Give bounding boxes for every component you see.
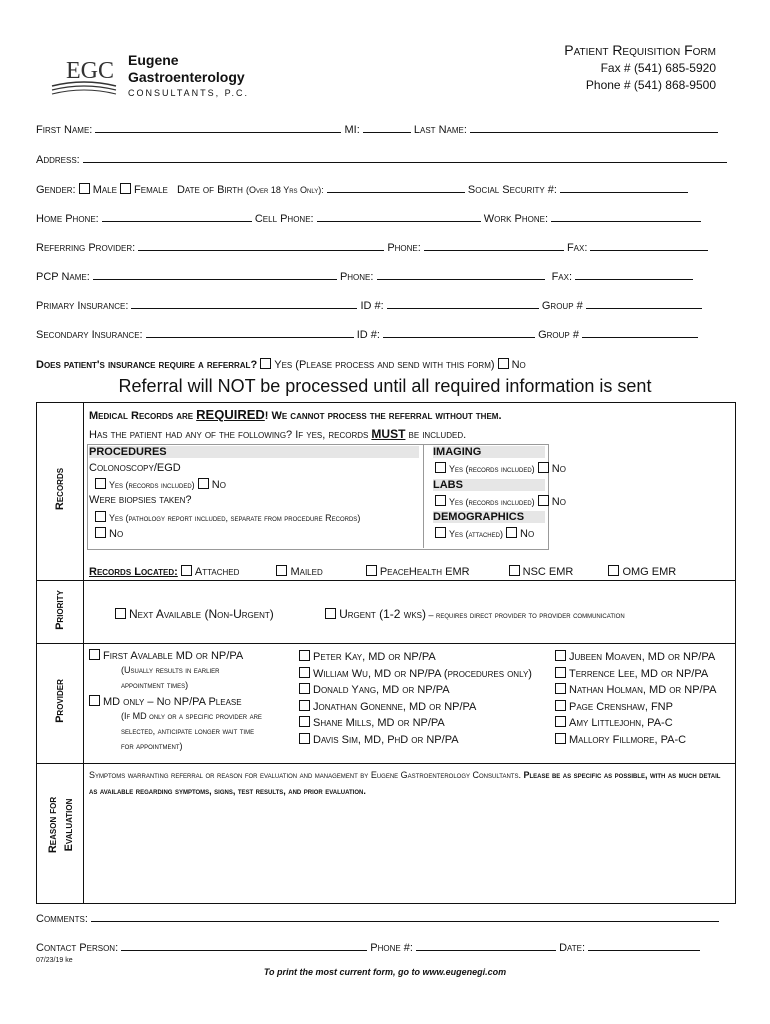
next-available-label: Next Available (Non-Urgent) [129,607,274,621]
pcp-phone-label: Phone: [339,271,374,283]
first-available-note-2: appointment times) [121,680,189,690]
records-line1b: REQUIRED [196,407,265,422]
primary-group-label: Group # [541,300,583,312]
omg-label: OMG EMR [622,566,677,578]
provider-name: Terrence Lee, MD or NP/PA [569,667,709,680]
records-required-line [89,407,502,422]
comments-field[interactable] [91,910,719,922]
provider-option [555,699,716,716]
female-label: Female [134,184,168,196]
records-line2b: MUST [371,427,406,441]
warning-heading: Referral will NOT be processed until all required information is sent [118,376,652,396]
reason-text-2: Please be as [523,770,572,780]
primary-id-field[interactable] [387,297,539,309]
referring-phone-label: Phone: [387,242,421,254]
provider-option [555,732,716,749]
secondary-id-label: ID #: [356,329,380,341]
demographics-yes-label: Yes (attached) [449,529,503,539]
biopsies-no-row [95,527,123,540]
records-line2c: be included. [405,429,467,441]
provider-side [37,643,84,763]
provider-option [299,699,532,716]
secondary-id-field[interactable] [383,326,535,338]
secondary-group-field[interactable] [582,326,698,338]
provider-name: Donald Yang, MD or NP/PA [313,684,450,696]
records-line1c: ! We cannot process the referral without them. [264,410,502,422]
address-field[interactable] [83,151,727,163]
male-checkbox[interactable] [79,183,90,194]
row-pcp [36,268,693,283]
imaging-header: IMAGING [433,446,545,458]
row-gender [36,181,688,196]
secondary-ins-field[interactable] [146,326,354,338]
provider-name: Nathan Holman, MD or NP/PA [569,684,717,696]
referral-no-label: No [511,359,526,371]
header-fax: Fax # (541) 685-5920 [600,61,716,75]
demographics-row [435,527,534,540]
primary-id-label: ID #: [360,300,384,312]
logo-mark-text: EGC [66,58,114,84]
provider-name: Jubeen Moaven, MD or NP/PA [569,651,716,663]
records-side-label: Records [54,467,66,511]
row-primary-ins [36,297,702,312]
demographics-no-label: No [520,528,535,540]
colonoscopy-no-checkbox[interactable] [198,478,209,489]
referring-phone-field[interactable] [424,239,564,251]
secondary-ins-label: Secondary Insurance: [36,329,143,341]
mailed-checkbox[interactable] [276,565,287,576]
biopsies-yes-checkbox[interactable] [95,511,106,522]
provider-checkbox[interactable] [555,667,566,678]
reason-textarea[interactable] [85,801,731,899]
imaging-no-checkbox[interactable] [538,462,549,473]
provider-option [555,666,716,683]
last-name-label: Last Name: [413,124,467,136]
first-available-note-1: (Usually results in earlier [121,665,220,675]
provider-checkbox[interactable] [299,650,310,661]
md-only-checkbox[interactable] [89,695,100,706]
urgent-note: – requires direct provider to provider communication [426,610,625,620]
demographics-header: DEMOGRAPHICS [433,511,545,523]
header-phone: Phone # (541) 868-9500 [585,78,716,92]
mi-field[interactable] [363,121,411,133]
provider-option [299,649,532,666]
colonoscopy-yes-checkbox[interactable] [95,478,106,489]
print-note: To print the most current form, go to www.eugenegi.com [263,967,507,977]
records-must-line [89,427,466,441]
dob-note: (Over 18 Yrs Only): [246,185,324,195]
imaging-no-label: No [551,463,566,475]
colonoscopy-label: Colonoscopy/EGD [89,462,181,474]
provider-checkbox[interactable] [299,716,310,727]
reason-side-label-1: Reason for [47,796,59,854]
priority-side [37,580,84,643]
reason-side [37,763,84,903]
provider-checkbox[interactable] [299,700,310,711]
biopsies-yes-row [95,511,360,524]
demographics-yes-checkbox[interactable] [435,527,446,538]
row-address [36,151,727,166]
provider-checkbox[interactable] [299,733,310,744]
contact-date-field[interactable] [588,939,700,951]
reason-text-3: specific as possible, with as much detail as available regarding symptoms, signs, test results, and prior evaluation. [89,770,721,796]
biopsies-no-checkbox[interactable] [95,527,106,538]
imaging-yes-label: Yes (records included) [449,464,535,474]
cell-phone-label: Cell Phone: [254,213,314,225]
labs-yes-label: Yes (records included) [449,497,535,507]
colonoscopy-row [95,478,226,491]
secondary-group-label: Group # [538,329,579,341]
home-phone-label: Home Phone: [36,213,99,225]
md-only-label: MD only – No NP/PA Please [103,696,242,708]
provider-option [299,682,532,699]
contact-label: Contact Person: [36,942,119,954]
provider-option [555,649,716,666]
primary-ins-label: Primary Insurance: [36,300,129,312]
home-phone-field[interactable] [102,210,252,222]
provider-name: Peter Kay, MD or NP/PA [313,651,436,663]
provider-name: Mallory Fillmore, PA-C [569,733,687,746]
referring-fax-label: Fax: [566,242,588,254]
cell-phone-field[interactable] [317,210,481,222]
provider-checkbox[interactable] [555,683,566,694]
attached-checkbox[interactable] [181,565,192,576]
female-checkbox[interactable] [120,183,131,194]
reason-text-1: Symptoms warranting referral or reason for evaluation and management by Eugene Gastroenterology Consultants. [89,770,521,780]
records-line2a: Has the patient had any of the following? If yes, records [89,429,372,441]
first-name-label: First Name: [36,124,93,136]
form-title: Patient Requisition Form [564,42,716,58]
procedures-header: PROCEDURES [89,446,419,458]
row-phones [36,210,701,225]
labs-no-label: No [551,496,566,508]
provider-name: Davis Sim, MD, PhD or NP/PA [313,733,459,746]
labs-no-checkbox[interactable] [538,495,549,506]
referral-yes-checkbox[interactable] [260,358,271,369]
provider-checkbox[interactable] [555,700,566,711]
provider-checkbox[interactable] [299,667,310,678]
colonoscopy-no-label: No [211,479,226,491]
records-line1a: Medical Records are [89,410,197,422]
provider-checkbox[interactable] [555,716,566,727]
form-version: 07/23/19 ke [36,957,73,964]
logo-name-3: CONSULTANTS, P.C. [128,88,250,98]
md-only-note-2: selected, anticipate longer wait time [121,726,255,736]
referring-label: Referring Provider: [36,242,136,254]
logo-mark-icon [48,50,120,100]
gender-label: Gender: [36,184,76,196]
records-located-row [89,565,676,578]
requisition-table [36,402,736,904]
first-available-checkbox[interactable] [89,649,100,660]
last-name-field[interactable] [470,121,718,133]
referral-no-checkbox[interactable] [498,358,509,369]
md-only-note-1: (If MD only or a specific provider are [121,711,262,721]
biopsies-label: Were biopsies taken? [89,494,192,506]
biopsies-no-label: No [109,528,124,540]
imaging-yes-checkbox[interactable] [435,462,446,473]
contact-field[interactable] [121,939,367,951]
work-phone-field[interactable] [551,210,701,222]
row-referral-question [36,358,526,371]
provider-checkbox[interactable] [555,650,566,661]
provider-name: Shane Mills, MD or NP/PA [313,717,445,729]
work-phone-label: Work Phone: [483,213,549,225]
row-referring [36,239,708,254]
reason-instructions [89,767,729,799]
row-comments [36,910,719,925]
next-available-checkbox[interactable] [115,608,126,619]
provider-side-label: Provider [54,679,66,723]
row-contact [36,939,700,954]
provider-option [299,715,532,732]
pcp-phone-field[interactable] [377,268,545,280]
first-name-field[interactable] [95,121,341,133]
primary-group-field[interactable] [586,297,702,309]
labs-row [435,495,566,508]
reason-side-label-2: Evaluation [63,798,75,852]
provider-name: Amy Littlejohn, PA-C [569,717,673,729]
urgent-checkbox[interactable] [325,608,336,619]
provider-name: Page Crenshaw, FNP [569,700,673,713]
provider-col3 [555,649,716,748]
contact-date-label: Date: [559,942,586,954]
provider-name: William Wu, MD or NP/PA (procedures only) [313,667,532,680]
address-label: Address: [36,154,80,166]
biopsies-yes-label: Yes (pathology report included, separate from procedure Records) [109,513,361,523]
provider-option [299,732,532,749]
pcp-field[interactable] [93,268,337,280]
pcp-fax-label: Fax: [551,271,573,283]
provider-option [555,682,716,699]
provider-option [299,666,532,683]
first-available-label: First Avalable MD or NP/PA [103,650,244,662]
male-label: Male [92,184,117,196]
records-side [37,403,84,580]
priority-side-label: Priority [54,590,66,630]
ssn-label: Social Security #: [467,184,557,196]
contact-phone-field[interactable] [416,939,556,951]
mailed-label: Mailed [290,566,323,578]
dob-field[interactable] [327,181,465,193]
provider-name: Jonathan Gonenne, MD or NP/PA [313,700,477,713]
logo-name-2: Gastroenterology [128,69,245,85]
comments-label: Comments: [36,913,88,925]
priority-row [115,607,625,621]
provider-col2 [299,649,532,748]
row-name [36,121,718,136]
nsc-label: NSC EMR [522,566,574,578]
provider-checkbox[interactable] [555,733,566,744]
mi-label: MI: [344,124,360,136]
provider-checkbox[interactable] [299,683,310,694]
md-only-row [89,695,242,708]
logo [48,50,258,106]
referral-question: Does patient's insurance require a referral? [36,359,258,371]
urgent-label: Urgent (1-2 wks) [339,607,427,621]
contact-phone-label: Phone #: [370,942,413,954]
referring-field[interactable] [138,239,384,251]
first-available-row [89,649,243,662]
referral-yes-label: Yes (Please process and send with this form) [274,359,495,371]
records-divider [423,444,424,548]
demographics-no-checkbox[interactable] [506,527,517,538]
attached-label: Attached [194,566,240,578]
provider-option [555,715,716,732]
records-located-label: Records Located: [89,566,178,578]
dob-label: Date of Birth [176,184,243,196]
pcp-fax-field[interactable] [575,268,693,280]
labs-header: LABS [433,479,545,491]
md-only-note-3: for appointment) [121,741,183,751]
omg-checkbox[interactable] [608,565,619,576]
primary-ins-field[interactable] [131,297,357,309]
pcp-label: PCP Name: [36,271,90,283]
colonoscopy-yes-label: Yes (records included) [109,480,195,490]
referring-fax-field[interactable] [590,239,708,251]
ssn-field[interactable] [560,181,688,193]
imaging-row [435,462,566,475]
logo-name-1: Eugene [128,52,179,68]
labs-yes-checkbox[interactable] [435,495,446,506]
nsc-checkbox[interactable] [509,565,520,576]
peacehealth-checkbox[interactable] [366,565,377,576]
row-secondary-ins [36,326,698,341]
peacehealth-label: PeaceHealth EMR [379,566,470,578]
